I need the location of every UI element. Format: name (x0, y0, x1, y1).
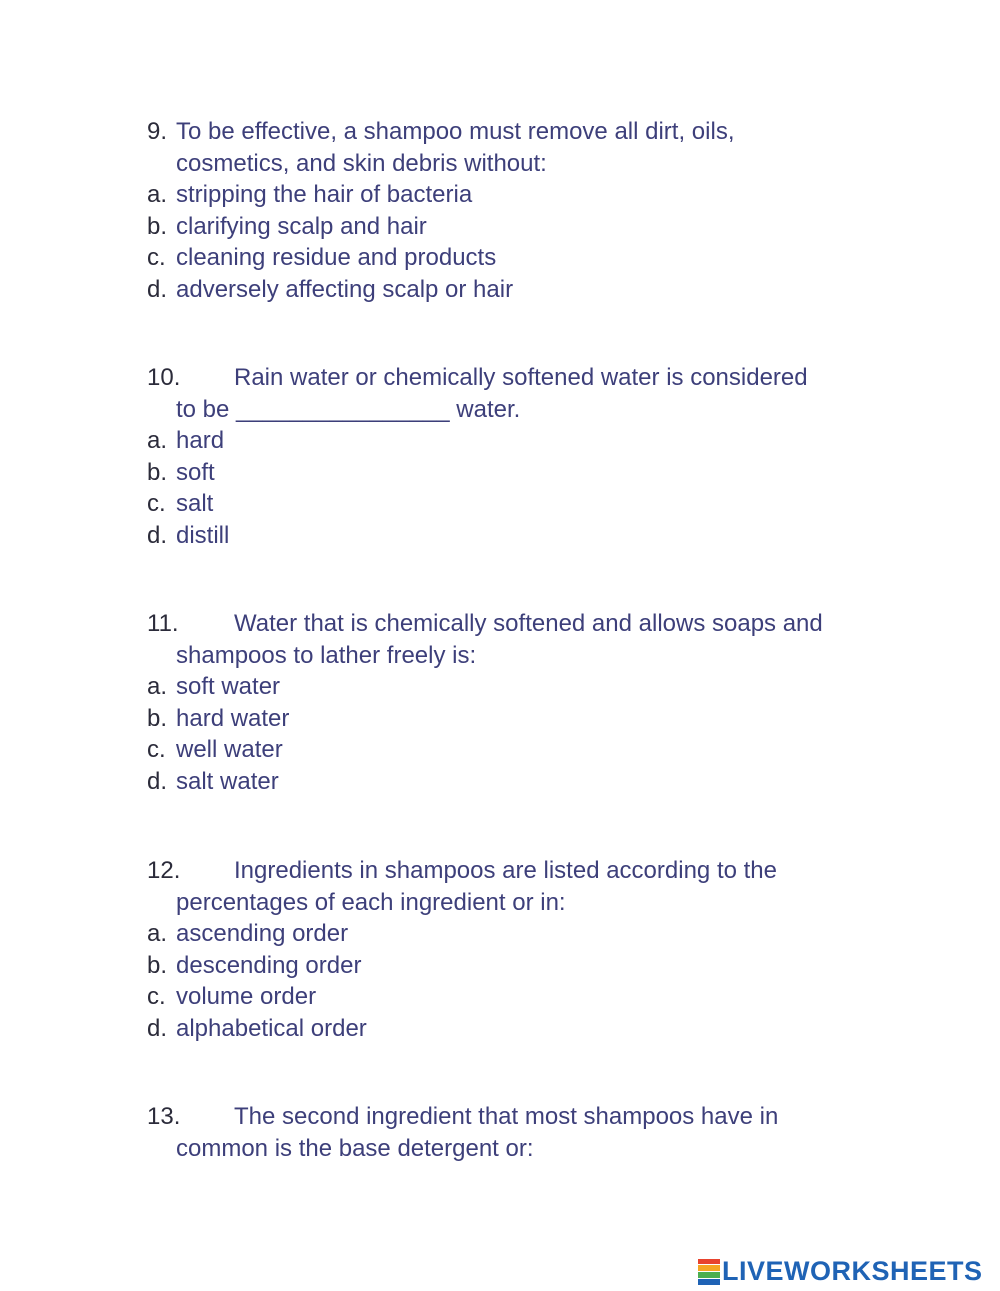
option-text: distill (176, 521, 230, 549)
logo-block-1 (698, 1259, 720, 1265)
option-a[interactable] (147, 918, 907, 950)
option-d[interactable] (147, 1013, 907, 1045)
option-c[interactable] (147, 242, 907, 274)
question-stem (147, 855, 907, 887)
option-text: adversely affecting scalp or hair (176, 275, 514, 303)
option-text: descending order (176, 951, 362, 979)
option-d[interactable] (147, 520, 907, 552)
option-text: volume order (176, 983, 317, 1011)
option-letter: b. (147, 951, 168, 979)
option-a[interactable] (147, 425, 907, 457)
option-letter: c. (147, 983, 166, 1011)
logo-block-3 (698, 1272, 720, 1278)
option-d[interactable] (147, 766, 907, 798)
option-letter: c. (147, 244, 166, 272)
option-letter: c. (147, 490, 166, 518)
option-c[interactable] (147, 981, 907, 1013)
option-text: soft water (176, 673, 281, 701)
question-stem (147, 608, 907, 640)
question-text-line-2: shampoos to lather freely is: (176, 641, 477, 669)
option-text: alphabetical order (176, 1014, 367, 1042)
question-number: 11. (147, 610, 179, 637)
option-text: cleaning residue and products (176, 244, 497, 272)
option-letter: a. (147, 673, 168, 701)
option-text: salt water (176, 767, 279, 795)
question-10 (147, 362, 907, 552)
option-b[interactable] (147, 703, 907, 735)
logo-text: LIVEWORKSHEETS (722, 1256, 983, 1286)
option-letter: b. (147, 458, 168, 486)
question-stem (147, 362, 907, 394)
option-letter: b. (147, 704, 168, 732)
option-text: stripping the hair of bacteria (176, 181, 473, 209)
option-text: soft (176, 458, 215, 486)
option-c[interactable] (147, 734, 907, 766)
option-text: hard water (176, 704, 290, 732)
liveworksheets-logo[interactable] (698, 1256, 983, 1287)
option-letter: a. (147, 920, 168, 948)
question-number: 9. (147, 118, 168, 145)
option-c[interactable] (147, 488, 907, 520)
option-letter: d. (147, 767, 168, 795)
question-text-line-2: percentages of each ingredient or in: (176, 888, 566, 916)
question-text-line-1: The second ingredient that most shampoos have in (234, 1103, 779, 1130)
question-text-line-2: common is the base detergent or: (176, 1134, 534, 1162)
option-b[interactable] (147, 950, 907, 982)
option-b[interactable] (147, 457, 907, 489)
logo-blocks-icon (698, 1259, 720, 1285)
question-number: 12. (147, 857, 181, 884)
question-stem (147, 116, 907, 148)
option-a[interactable] (147, 179, 907, 211)
option-a[interactable] (147, 671, 907, 703)
option-text: ascending order (176, 920, 349, 948)
option-letter: d. (147, 275, 168, 303)
question-text-line-2: cosmetics, and skin debris without: (176, 149, 547, 177)
option-letter: d. (147, 1014, 168, 1042)
option-text: clarifying scalp and hair (176, 212, 427, 240)
option-b[interactable] (147, 211, 907, 243)
question-9 (147, 116, 907, 306)
option-letter: b. (147, 212, 168, 240)
option-letter: a. (147, 181, 168, 209)
question-text-line-1: Rain water or chemically softened water is considered (234, 364, 808, 391)
logo-block-2 (698, 1265, 720, 1271)
question-number: 10. (147, 364, 181, 391)
question-number: 13. (147, 1103, 181, 1130)
question-12 (147, 855, 907, 1045)
option-letter: d. (147, 521, 168, 549)
option-text: well water (176, 736, 283, 764)
question-11 (147, 608, 907, 798)
option-letter: c. (147, 736, 166, 764)
option-text: hard (176, 427, 225, 455)
question-text-line-1: Ingredients in shampoos are listed according to the (234, 857, 777, 884)
question-text-line-1: To be effective, a shampoo must remove all dirt, oils, (176, 118, 735, 145)
logo-block-4 (698, 1279, 720, 1285)
option-d[interactable] (147, 274, 907, 306)
option-letter: a. (147, 427, 168, 455)
question-13 (147, 1101, 907, 1164)
option-text: salt (176, 490, 214, 518)
question-text-line-1: Water that is chemically softened and allows soaps and (234, 610, 823, 637)
question-stem (147, 1101, 907, 1133)
question-text-line-2: to be ________________ water. (176, 395, 521, 423)
